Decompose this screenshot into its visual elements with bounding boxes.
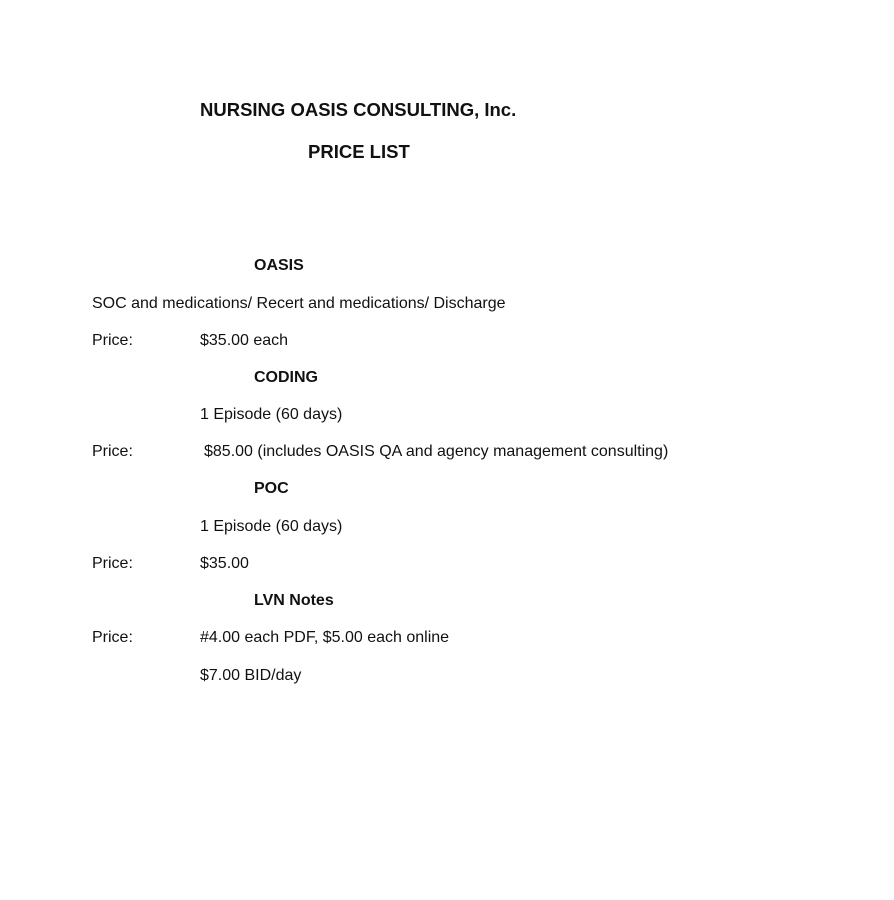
oasis-price-label: Price: (92, 332, 133, 349)
poc-price-value: $35.00 (200, 555, 249, 572)
coding-price-label: Price: (92, 443, 133, 460)
section-heading-lvn-notes: LVN Notes (254, 592, 334, 609)
oasis-price-value: $35.00 each (200, 332, 289, 349)
page-title: PRICE LIST (308, 141, 410, 162)
lvn-price-label: Price: (92, 629, 133, 646)
coding-description: 1 Episode (60 days) (200, 406, 343, 423)
lvn-price-value: #4.00 each PDF, $5.00 each online (200, 629, 450, 646)
lvn-extra-price: $7.00 BID/day (200, 667, 302, 684)
section-heading-oasis: OASIS (254, 257, 304, 274)
section-heading-poc: POC (254, 480, 289, 497)
section-heading-coding: CODING (254, 369, 318, 386)
company-title: NURSING OASIS CONSULTING, Inc. (200, 99, 517, 120)
poc-price-label: Price: (92, 555, 133, 572)
coding-price-value: $85.00 (includes OASIS QA and agency management consulting) (204, 443, 669, 460)
oasis-description: SOC and medications/ Recert and medications/ Discharge (92, 295, 506, 312)
poc-description: 1 Episode (60 days) (200, 518, 343, 535)
